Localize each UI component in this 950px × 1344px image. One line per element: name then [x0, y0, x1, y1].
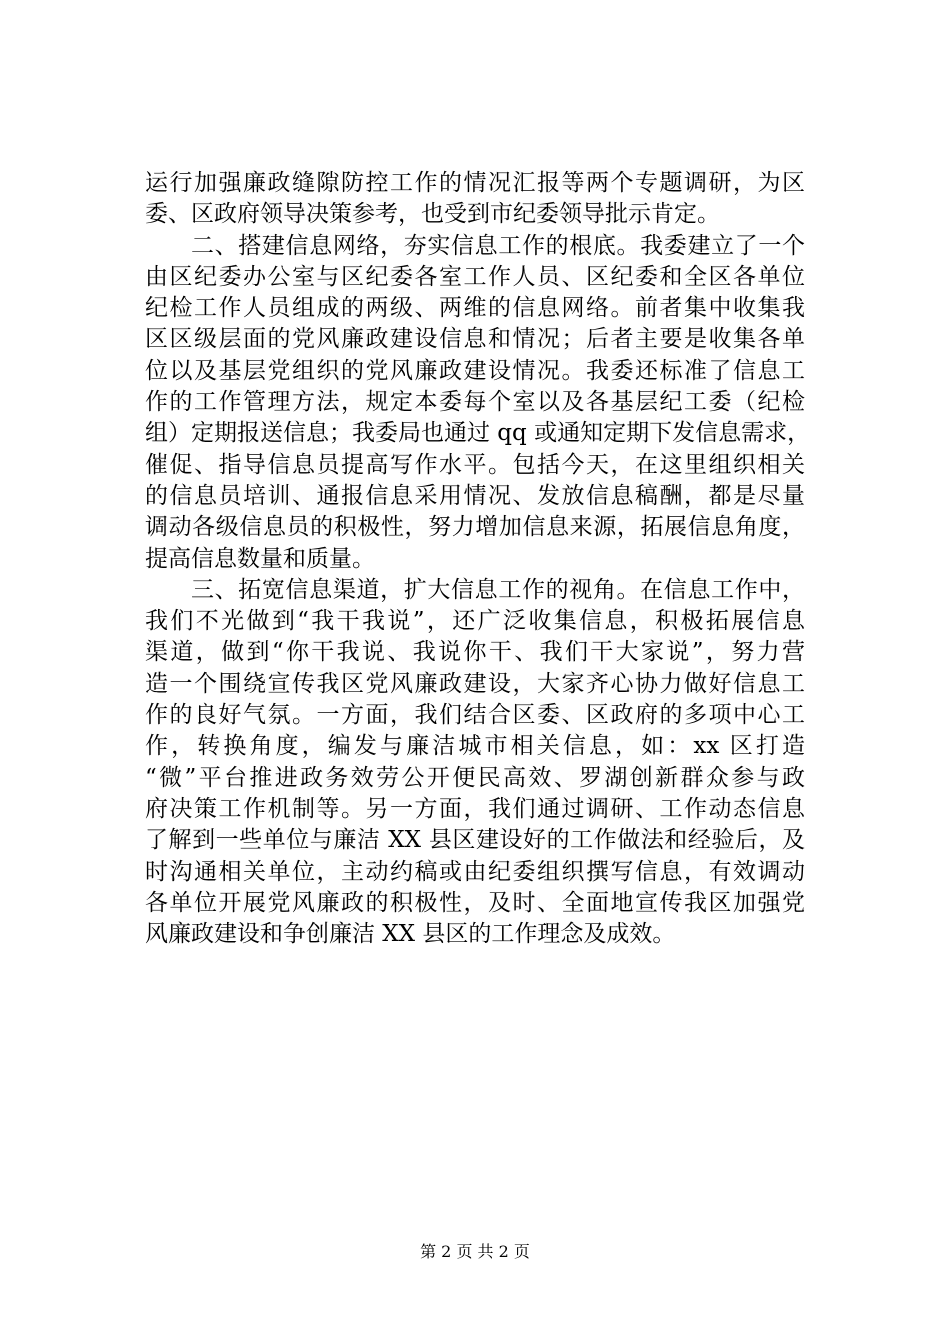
text-line: 组）定期报送信息；我委局也通过 qq 或通知定期下发信息需求，: [145, 420, 811, 447]
text-line: 作的工作管理方法，规定本委每个室以及各基层纪工委（纪检: [145, 389, 805, 416]
text-line: 委、区政府领导决策参考，也受到市纪委领导批示肯定。: [145, 201, 720, 228]
text-line: 渠道，做到“你干我说、我说你干、我们干大家说”，努力营: [145, 639, 805, 666]
text-line: 了解到一些单位与廉洁 XX 县区建设好的工作做法和经验后，及: [145, 827, 805, 854]
text-line: 运行加强廉政缝隙防控工作的情况汇报等两个专题调研，为区: [145, 170, 805, 196]
text-line: 的信息员培训、通报信息采用情况、发放信息稿酬，都是尽量: [145, 482, 805, 509]
text-line: 府决策工作机制等。另一方面，我们通过调研、工作动态信息: [145, 795, 805, 822]
paragraph-start-line: 二、搭建信息网络，夯实信息工作的根底。我委建立了一个: [191, 232, 805, 259]
paragraph-start-line: 三、拓宽信息渠道，扩大信息工作的视角。在信息工作中，: [191, 576, 805, 603]
text-line: 提高信息数量和质量。: [145, 545, 375, 572]
text-line: 各单位开展党风廉政的积极性，及时、全面地宣传我区加强党: [145, 889, 805, 916]
text-line: 调动各级信息员的积极性，努力增加信息来源，拓展信息角度，: [145, 514, 805, 541]
text-line: 风廉政建设和争创廉洁 XX 县区的工作理念及成效。: [145, 921, 676, 948]
text-line: 我们不光做到“我干我说”，还广泛收集信息，积极拓展信息: [145, 608, 805, 635]
text-line: 作的良好气氛。一方面，我们结合区委、区政府的多项中心工: [145, 702, 805, 729]
text-line: 时沟通相关单位，主动约稿或由纪委组织撰写信息，有效调动: [145, 858, 805, 885]
text-line: 造一个围绕宣传我区党风廉政建设，大家齐心协力做好信息工: [145, 670, 805, 697]
text-line: 作，转换角度，编发与廉洁城市相关信息，如：xx 区打造: [145, 733, 805, 760]
text-line: 由区纪委办公室与区纪委各室工作人员、区纪委和全区各单位: [145, 263, 805, 290]
body-text: [145, 168, 811, 950]
text-line: 催促、指导信息员提高写作水平。包括今天，在这里组织相关: [145, 451, 805, 478]
text-line: 纪检工作人员组成的两级、两维的信息网络。前者集中收集我: [145, 295, 805, 322]
text-line: 位以及基层党组织的党风廉政建设情况。我委还标准了信息工: [145, 357, 805, 384]
text-line: 区区级层面的党风廉政建设信息和情况；后者主要是收集各单: [145, 326, 805, 353]
page-footer: 第 2 页 共 2 页: [420, 1242, 530, 1261]
text-line: “微”平台推进政务效劳公开便民高效、罗湖创新群众参与政: [145, 764, 805, 791]
